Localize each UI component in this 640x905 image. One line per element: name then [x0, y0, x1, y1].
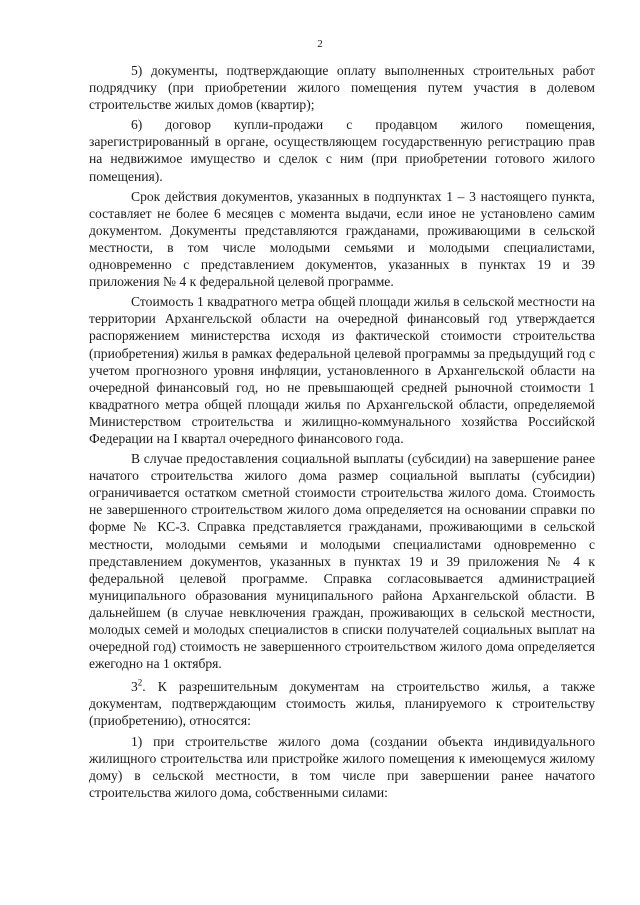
paragraph-subitem-1-house-construction: 1) при строительстве жилого дома (создании объекта индивидуального жилищного строительства или пристройке жилого помещения к имеющемуся жилому дому) в сельской местности, в том числе при завершении ранее начатого строительства жилого дома, собственными силами: — [89, 733, 595, 800]
paragraph-clause-3-2-permits — [89, 678, 595, 729]
clause-number: 3 — [131, 679, 138, 695]
paragraph-documents-validity: Срок действия документов, указанных в подпунктах 1 – 3 настоящего пункта, составляет не более 6 месяцев с момента выдачи, если иное не установлено самим документом. Документы представляются гражданами, проживающими в сельской местности, в том числе молодыми семьями и молодыми специалистами, одновременно с представлением документов, указанных в пунктах 19 и 39 приложения № 4 к федеральной целевой программе. — [89, 188, 595, 290]
page-number: 2 — [317, 38, 323, 50]
paragraph-item-6-sale-contract: 6) договор купли-продажи с продавцом жилого помещения, зарегистрированный в органе, осуществляющем государственную регистрацию прав на недвижимое имущество и сделок с ним (при приобретении готового жилого помещения). — [89, 117, 595, 184]
paragraph-square-meter-cost: Стоимость 1 квадратного метра общей площади жилья в сельской местности на территории Архангельской области на очередной финансовый год утверждается распоряжением министерства исходя из фактической стоимости строительства (приобретения) жилья в рамках федеральной целевой программы за предыдущий год с учетом прогнозного уровня инфляции, установленного в Архангельской области на очередной финансовый год, но не превышающей средней рыночной стоимости 1 квадратного метра общей площади жилья по Архангельской области, определяемой Министерством строительства и жилищно-коммунального хозяйства Российской Федерации на I квартал очередного финансового года. — [89, 294, 595, 446]
paragraph-item-5-payment-documents: 5) документы, подтверждающие оплату выполненных строительных работ подрядчику (при приобретении жилого помещения путем участия в долевом строительстве жилых домов (квартир); — [89, 63, 595, 113]
paragraph-unfinished-construction: В случае предоставления социальной выплаты (субсидии) на завершение ранее начатого строительства жилого дома размер социальной выплаты (субсидии) ограничивается остатком сметной стоимости строительства жилого дома. Стоимость не завершенного строительством жилого дома определяется на основании справки по форме № КС-3. Справка представляется гражданами, проживающими в сельской местности, молодыми семьями и молодыми специалистами одновременно с представлением документов, указанных в пунктах 19 и 39 приложения № 4 к федеральной целевой программе. Справка согласовывается администрацией муниципального образования муниципального района Архангельской области. В дальнейшем (в случае невключения граждан, проживающих в сельской местности, молодых семей и молодых специалистов в списки получателей социальных выплат на очередной год) стоимость не завершенного строительством жилого дома определяется ежегодно на 1 октября. — [89, 451, 595, 672]
document-body — [89, 62, 595, 801]
clause-superscript: 2 — [137, 677, 143, 688]
clause-text: . К разрешительным документам на строительство жилья, а также документам, подтверждающим стоимость жилья, планируемого к строительству (приобретению), относятся: — [89, 679, 595, 729]
